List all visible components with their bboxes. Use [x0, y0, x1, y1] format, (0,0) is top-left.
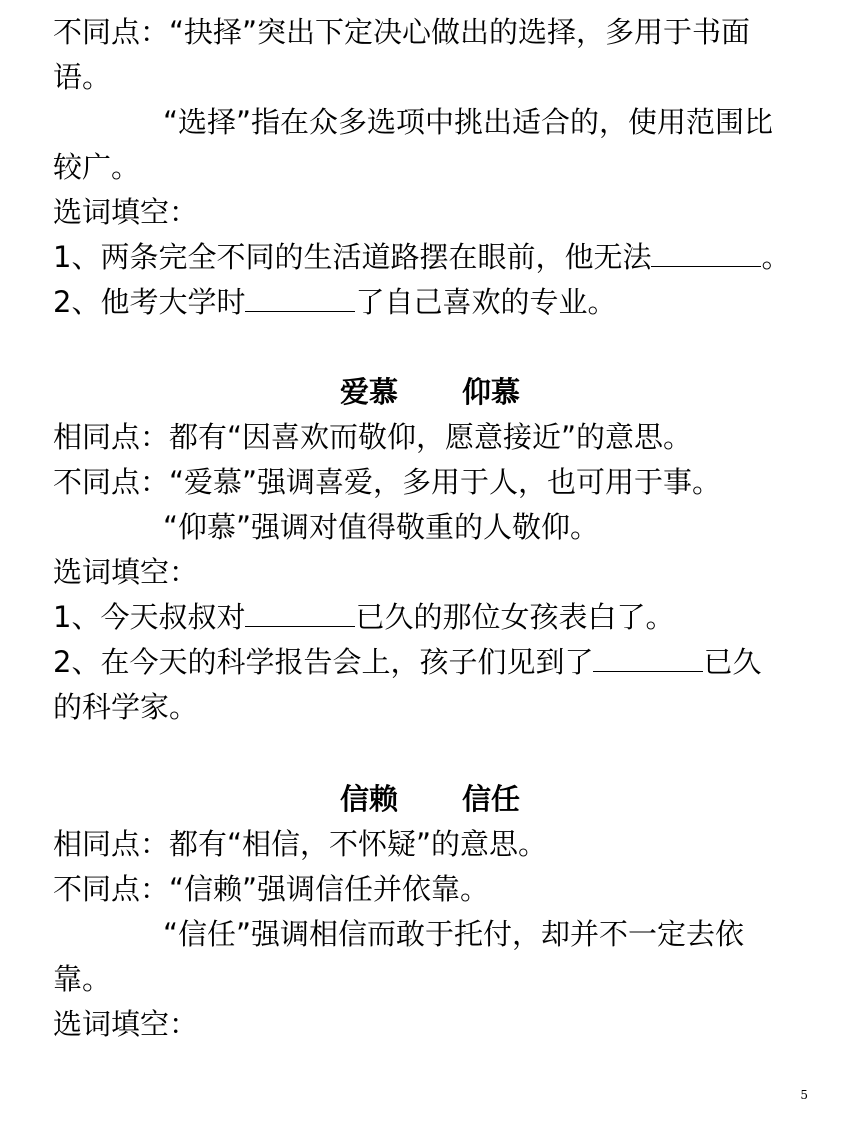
s1-diff-line2-cont: 较广。 [53, 150, 141, 184]
s3-diff-line1: 不同点：“信赖”强调信任并依靠。 [53, 872, 490, 906]
s2-question-2 [53, 642, 820, 682]
s2-heading [0, 372, 860, 412]
s2-q1-before: 1、今天叔叔对 [53, 600, 246, 634]
s2-word2: 仰慕 [462, 375, 521, 409]
s3-exercise-label: 选词填空： [53, 1007, 199, 1041]
s3-diff-line2: “信任”强调相信而敢于托付，却并不一定去依 [163, 917, 745, 951]
s1-q2-after: 了自己喜欢的专业。 [355, 285, 617, 319]
s1-diff-line1: 不同点：“抉择”突出下定决心做出的选择，多用于书面 [53, 15, 751, 49]
s1-q2-blank [245, 285, 355, 312]
s2-same: 相同点：都有“因喜欢而敬仰，愿意接近”的意思。 [53, 420, 693, 454]
s2-q1-after: 已久的那位女孩表白了。 [355, 600, 675, 634]
s1-diff-line1-cont: 语。 [53, 60, 112, 94]
s1-q2-before: 2、他考大学时 [53, 285, 246, 319]
s1-exercise-label: 选词填空： [53, 195, 199, 229]
s3-diff-line2-cont: 靠。 [53, 962, 112, 996]
s2-q2-before: 2、在今天的科学报告会上，孩子们见到了 [53, 645, 594, 679]
s2-q2-cont: 的科学家。 [53, 690, 199, 724]
s2-word1: 爱慕 [339, 375, 398, 409]
s1-question-2 [53, 282, 820, 322]
s3-word1: 信赖 [339, 782, 398, 816]
s3-same: 相同点：都有“相信，不怀疑”的意思。 [53, 827, 548, 861]
s3-word2: 信任 [462, 782, 521, 816]
s1-diff-line2: “选择”指在众多选项中挑出适合的，使用范围比 [163, 105, 774, 139]
s1-q1-blank [651, 240, 761, 267]
s1-question-1 [53, 237, 820, 277]
s2-question-1 [53, 597, 820, 637]
s2-diff-line2: “仰慕”强调对值得敬重的人敬仰。 [163, 510, 600, 544]
s1-q1-after: 。 [761, 240, 791, 274]
s2-q2-blank [593, 645, 703, 672]
s1-q1-before: 1、两条完全不同的生活道路摆在眼前，他无法 [53, 240, 652, 274]
s2-diff-line1: 不同点：“爱慕”强调喜爱，多用于人，也可用于事。 [53, 465, 722, 499]
page-number: 5 [800, 1088, 808, 1102]
s3-heading [0, 779, 860, 819]
s2-q2-after: 已久 [703, 645, 762, 679]
s2-exercise-label: 选词填空： [53, 555, 199, 589]
s2-q1-blank [245, 600, 355, 627]
